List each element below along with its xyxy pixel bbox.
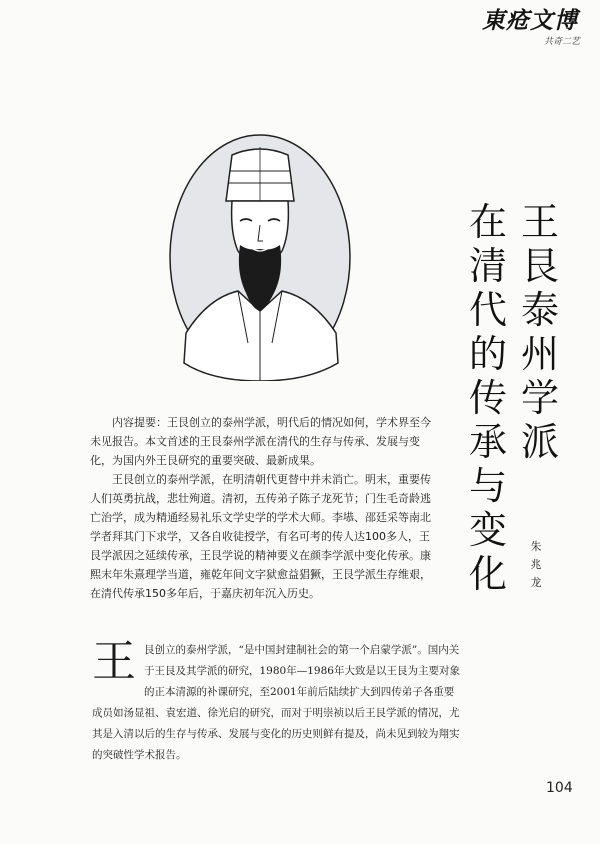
title-char: 州 xyxy=(520,332,559,376)
abstract-summary: 内容提要：王艮创立的泰州学派，明代后的情况如何，学术界至今未见报告。本文首述的王艮泰州学派在清代的生存与传承、发展与变化，为国内外王艮研究的重要突破、最新成果。 xyxy=(90,416,431,467)
abstract xyxy=(90,413,438,603)
title-char: 与 xyxy=(468,464,507,508)
title-char: 化 xyxy=(468,552,507,596)
article-body xyxy=(92,636,460,766)
title-char: 学 xyxy=(520,376,559,420)
page-number: 104 xyxy=(546,780,573,796)
article-title-line-2 xyxy=(466,200,510,596)
title-char: 承 xyxy=(468,420,507,464)
title-char: 泰 xyxy=(520,288,559,332)
title-char: 的 xyxy=(468,332,507,376)
title-char: 王 xyxy=(520,200,559,244)
title-char: 派 xyxy=(520,420,559,464)
author-char: 龙 xyxy=(530,576,542,589)
portrait-illustration xyxy=(168,133,352,381)
author-char: 兆 xyxy=(530,558,542,571)
title-char: 代 xyxy=(468,288,507,332)
title-char: 在 xyxy=(468,200,507,244)
title-char: 变 xyxy=(468,508,507,552)
title-char: 艮 xyxy=(520,244,559,288)
body-paragraph: 艮创立的泰州学派，“是中国封建制社会的第一个启蒙学派”。国内关于王艮及其学派的研究，1980年—1986年大致是以王艮为主要对象的正本清源的补课研究，至2001年前后陆续扩大到四传弟子各重要成员如汤显祖、袁宏道、徐光启的研究，而对于明崇祯以后王艮学派的情况，尤其是入清以后的生存与传承、发展与变化的历史则鲜有提及，尚未见到较为翔实的突破性学术报告。 xyxy=(92,644,460,761)
article-title-line-1 xyxy=(518,200,562,464)
title-char: 清 xyxy=(468,244,507,288)
author-name xyxy=(528,538,544,592)
abstract-detail: 王艮创立的泰州学派，在明清朝代更替中并未消亡。明末，重要传人们英勇抗战，悲壮殉道。清初，五传弟子陈子龙死节；门生毛奇龄逃亡治学，成为精通经易礼乐文学史学的学术大师。李塨、邵廷采等南北学者拜其门下求学，又各自收徒授学，有名可考的传人达100多人，王艮学派因之延续传承，王艮学说的精神要义在颜李学派中变化传承。康熙末年朱熹理学当道，雍乾年间文字狱愈益猖獗，王艮学派生存维艰，在清代传承150多年后，于嘉庆初年沉入历史。 xyxy=(90,473,431,600)
dropcap: 王 xyxy=(92,636,136,687)
magazine-logo: 東疮文博 xyxy=(482,7,578,34)
title-char: 传 xyxy=(468,376,507,420)
logo-signature: 共奇二艺 xyxy=(544,37,581,47)
author-char: 朱 xyxy=(530,540,542,553)
